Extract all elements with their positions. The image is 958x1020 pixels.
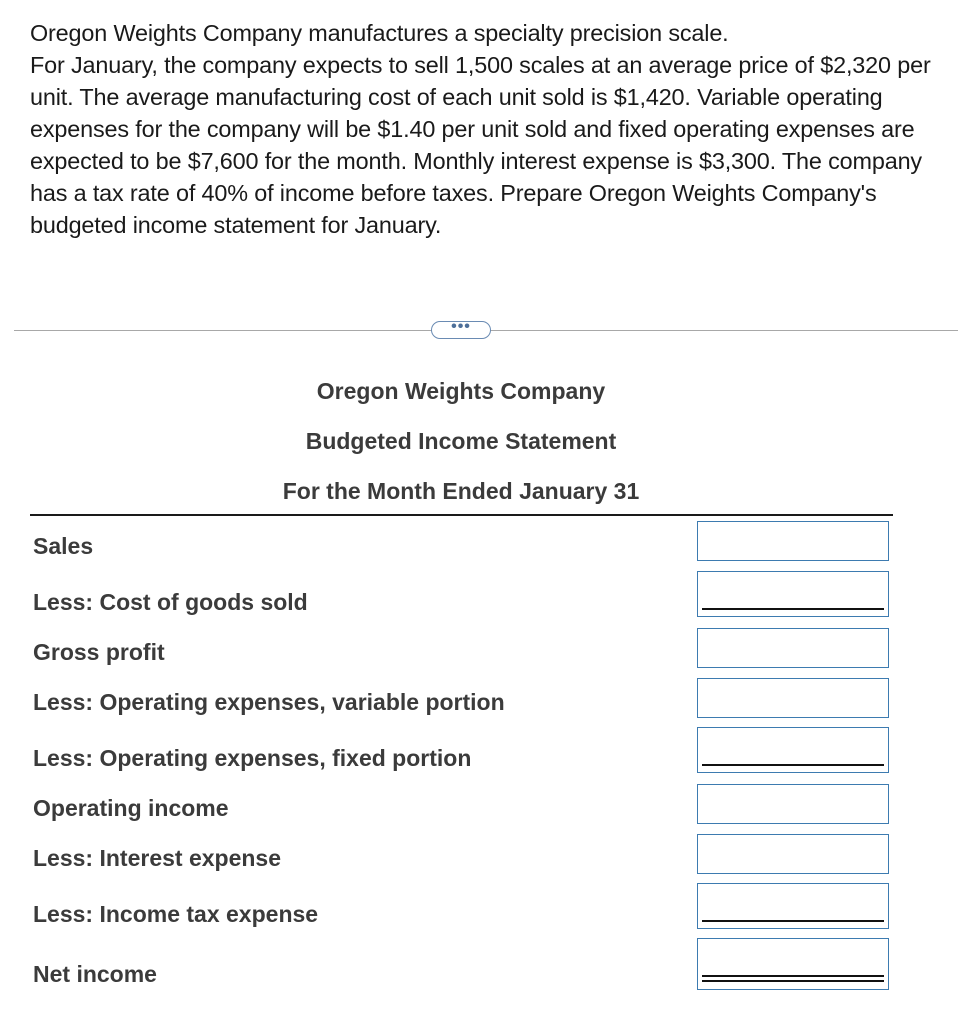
label-operating-expenses-variable: Less: Operating expenses, variable portion	[33, 689, 505, 715]
label-income-tax-expense: Less: Income tax expense	[33, 901, 319, 927]
problem-details: For January, the company expects to sell 1,500 scales at an average price of $2,320 per unit. The average manufacturing cost of each unit sold is $1,420. Variable operating expenses for the company will be $1.40 per unit sold and fixed operating expenses are expected to be $7,600 for the month. Monthly interest expense is $3,300. The company has a tax rate of 40% of income before taxes. Prepare Oregon Weights Company's budgeted income statement for January.	[30, 52, 931, 238]
expand-more-button[interactable]	[431, 318, 491, 339]
label-operating-expenses-fixed: Less: Operating expenses, fixed portion	[33, 745, 472, 771]
operating-expenses-fixed-input[interactable]	[702, 730, 882, 758]
label-net-income: Net income	[33, 961, 157, 987]
problem-intro: Oregon Weights Company manufactures a specialty precision scale.	[30, 20, 729, 46]
income-tax-expense-input[interactable]	[702, 886, 882, 914]
gross-profit-input[interactable]	[702, 631, 882, 659]
interest-expense-input[interactable]	[702, 837, 882, 865]
header-rule	[30, 514, 893, 516]
statement-company-name: Oregon Weights Company	[316, 378, 606, 404]
statement-period: For the Month Ended January 31	[282, 478, 640, 504]
operating-income-input[interactable]	[702, 787, 882, 815]
income-tax-expense-input-box[interactable]	[697, 883, 889, 929]
subtotal-underline	[702, 764, 884, 766]
sales-input-box[interactable]	[697, 521, 889, 561]
gross-profit-input-box[interactable]	[697, 628, 889, 668]
net-income-input[interactable]	[702, 941, 882, 969]
net-income-input-box[interactable]	[697, 938, 889, 990]
label-gross-profit: Gross profit	[33, 639, 165, 665]
subtotal-underline	[702, 920, 884, 922]
interest-expense-input-box[interactable]	[697, 834, 889, 874]
more-dots-icon: •••	[451, 318, 471, 335]
operating-expenses-fixed-input-box[interactable]	[697, 727, 889, 773]
label-interest-expense: Less: Interest expense	[33, 845, 282, 871]
label-operating-income: Operating income	[33, 795, 229, 821]
label-cost-of-goods-sold: Less: Cost of goods sold	[33, 589, 308, 615]
label-sales: Sales	[33, 533, 94, 559]
problem-text	[30, 17, 945, 241]
sales-input[interactable]	[702, 524, 882, 552]
double-underline-top	[702, 975, 884, 977]
operating-expenses-variable-input-box[interactable]	[697, 678, 889, 718]
statement-title: Budgeted Income Statement	[305, 428, 617, 454]
cost-of-goods-sold-input-box[interactable]	[697, 571, 889, 617]
double-underline-bottom	[702, 980, 884, 982]
operating-income-input-box[interactable]	[697, 784, 889, 824]
cost-of-goods-sold-input[interactable]	[702, 574, 882, 602]
operating-expenses-variable-input[interactable]	[702, 681, 882, 709]
subtotal-underline	[702, 608, 884, 610]
